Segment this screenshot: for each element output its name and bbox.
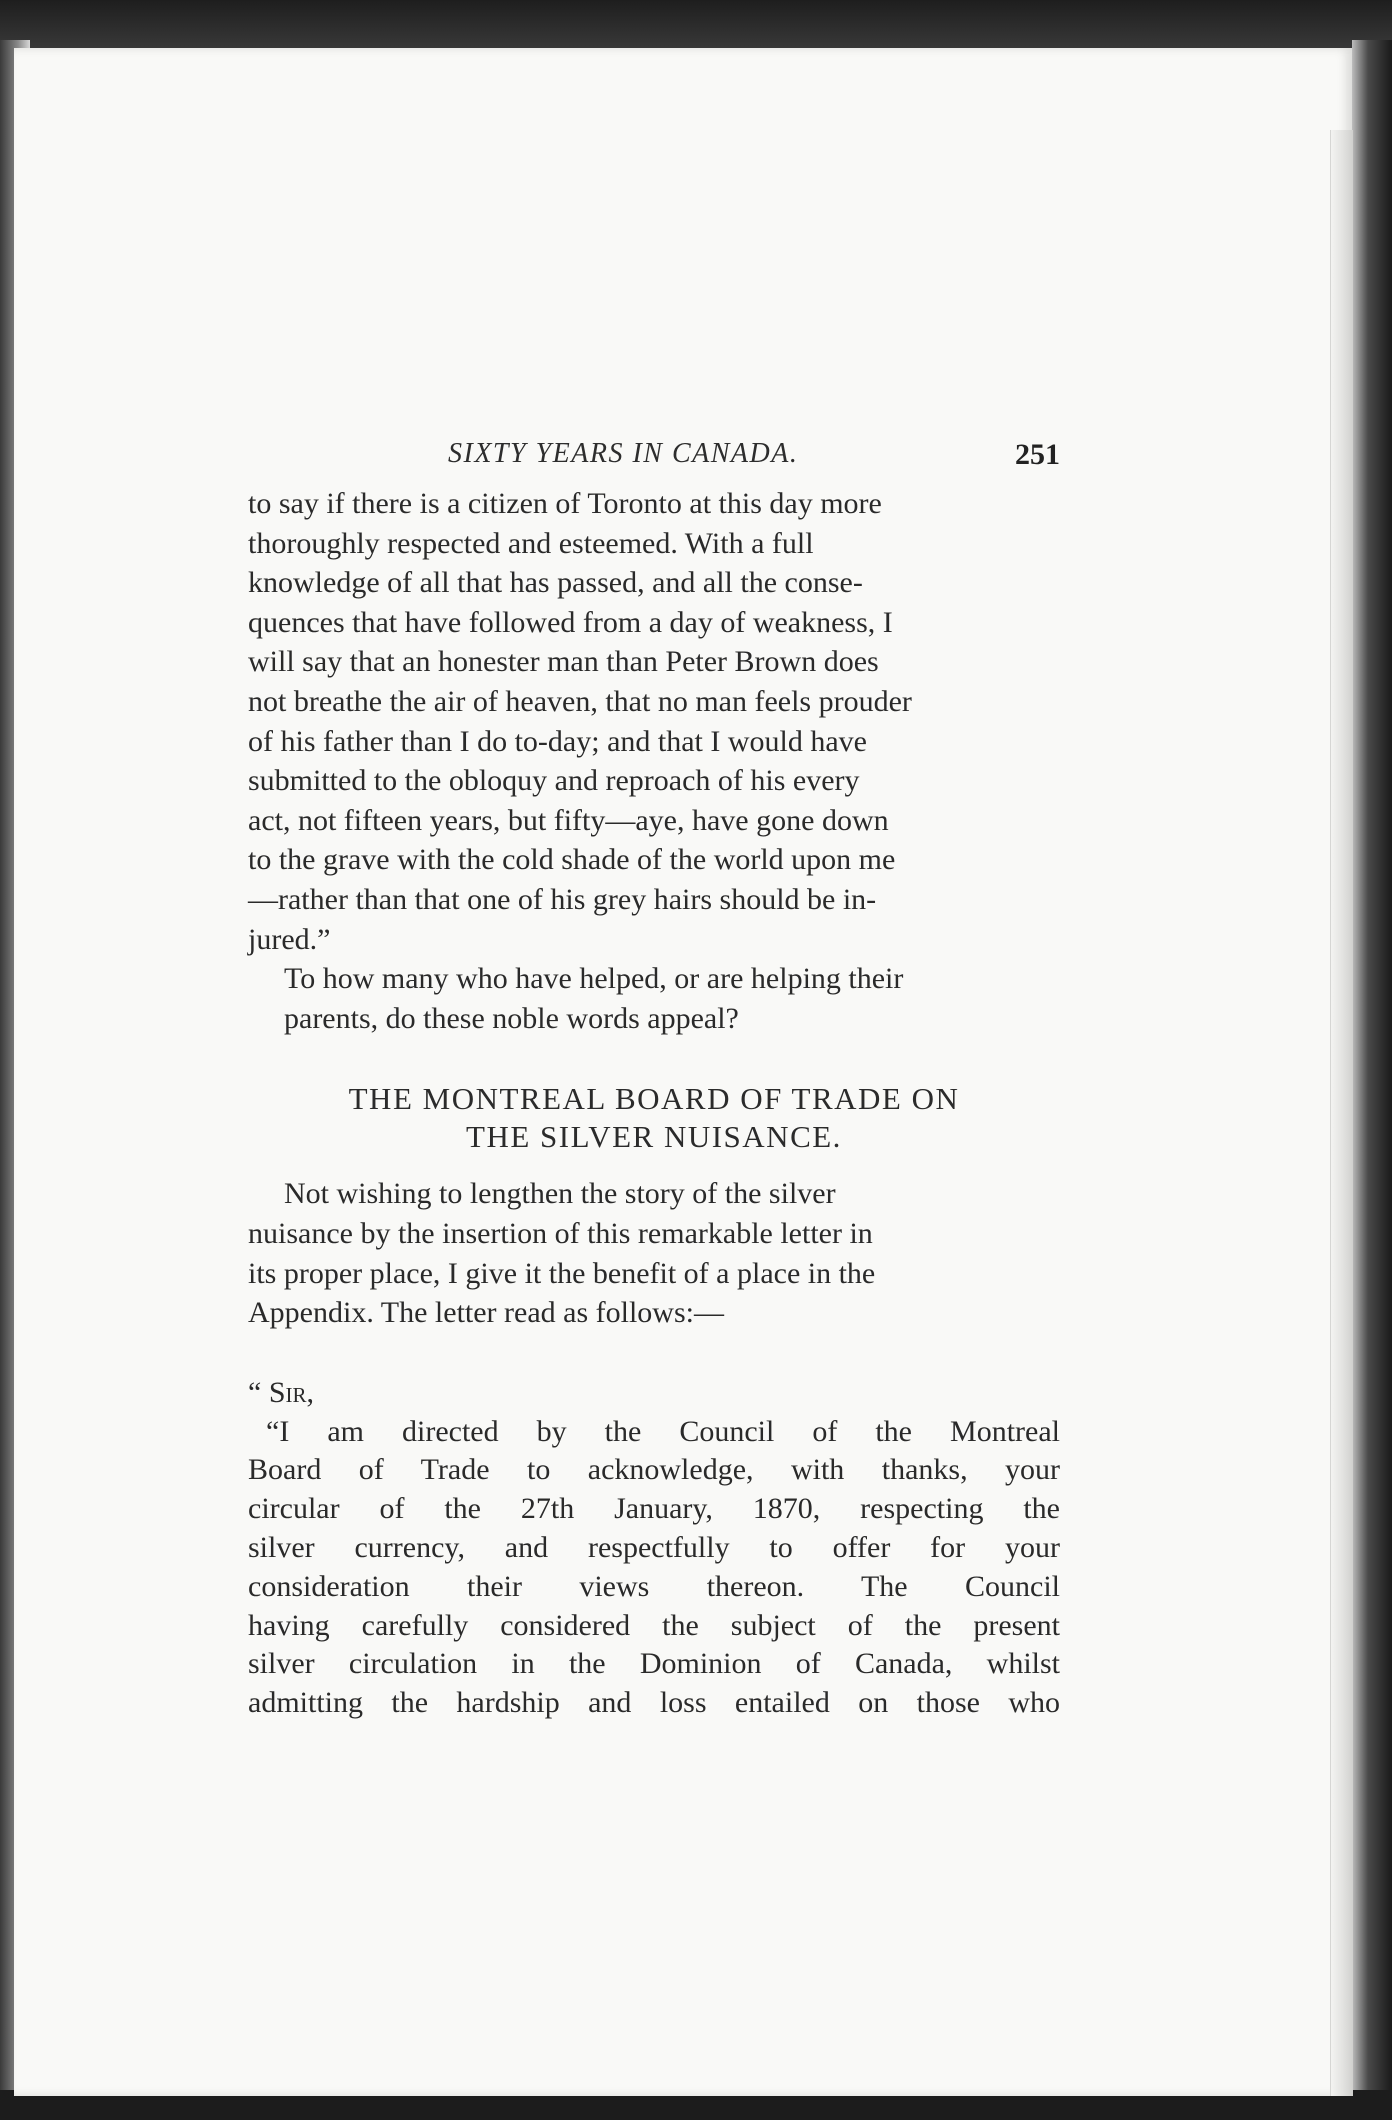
letter-paragraph bbox=[248, 1413, 1060, 1723]
running-head bbox=[248, 438, 1060, 484]
paragraph-1 bbox=[248, 484, 1060, 959]
text-line: will say that an honester man than Peter Brown does bbox=[248, 645, 879, 679]
page-edge bbox=[1330, 130, 1353, 2096]
text-line: of his father than I do to-day; and that I would have bbox=[248, 724, 867, 758]
text-line: consideration their views thereon. The Council bbox=[248, 1569, 1060, 1603]
text-line: nuisance by the insertion of this remarkable letter in bbox=[248, 1216, 873, 1250]
text-line: quences that have followed from a day of weakness, I bbox=[248, 605, 893, 639]
text-line: submitted to the obloquy and reproach of his every bbox=[248, 764, 860, 798]
text-line: jured.” bbox=[248, 922, 331, 956]
text-line: silver circulation in the Dominion of Canada, whilst bbox=[248, 1647, 1060, 1681]
paragraph-2 bbox=[248, 959, 1060, 1038]
scan-background-top bbox=[0, 0, 1392, 52]
paragraph-3 bbox=[248, 1174, 1060, 1332]
text-line: —rather than that one of his grey hairs should be in- bbox=[248, 882, 877, 916]
salutation-word: Sir, bbox=[268, 1375, 315, 1409]
text-line: to the grave with the cold shade of the world upon me bbox=[248, 843, 896, 877]
salutation-quote: “ bbox=[248, 1375, 262, 1409]
scan-background-right bbox=[1352, 40, 1392, 2120]
text-line: circular of the 27th January, 1870, respecting the bbox=[248, 1492, 1060, 1526]
text-line: having carefully considered the subject of the present bbox=[248, 1608, 1060, 1642]
text-line: knowledge of all that has passed, and all the conse- bbox=[248, 566, 863, 600]
text-line: To how many who have helped, or are helping their bbox=[284, 962, 904, 996]
letter-salutation bbox=[248, 1373, 1060, 1413]
section-heading-line: THE SILVER NUISANCE. bbox=[466, 1119, 842, 1155]
page-text bbox=[248, 438, 1060, 1723]
text-line: to say if there is a citizen of Toronto at this day more bbox=[248, 487, 882, 520]
text-line: Not wishing to lengthen the story of the silver bbox=[284, 1177, 836, 1211]
text-line: not breathe the air of heaven, that no man feels prouder bbox=[248, 684, 912, 718]
text-line: admitting the hardship and loss entailed on those who bbox=[248, 1686, 1060, 1720]
text-line: Appendix. The letter read as follows:— bbox=[248, 1296, 724, 1330]
text-line: Board of Trade to acknowledge, with thanks, your bbox=[248, 1453, 1060, 1487]
text-line: parents, do these noble words appeal? bbox=[284, 1001, 739, 1035]
section-heading bbox=[248, 1080, 1060, 1156]
text-line: “I am directed by the Council of the Montreal bbox=[266, 1414, 1060, 1448]
text-line: thoroughly respected and esteemed. With a full bbox=[248, 526, 814, 560]
page-number: 251 bbox=[1015, 438, 1060, 471]
text-line: its proper place, I give it the benefit of a place in the bbox=[248, 1256, 876, 1290]
text-line: silver currency, and respectfully to offer for your bbox=[248, 1531, 1060, 1565]
text-line: act, not fifteen years, but fifty—aye, have gone down bbox=[248, 803, 889, 837]
section-heading-line: THE MONTREAL BOARD OF TRADE ON bbox=[348, 1081, 960, 1117]
running-title: SIXTY YEARS IN CANADA. bbox=[448, 438, 799, 469]
